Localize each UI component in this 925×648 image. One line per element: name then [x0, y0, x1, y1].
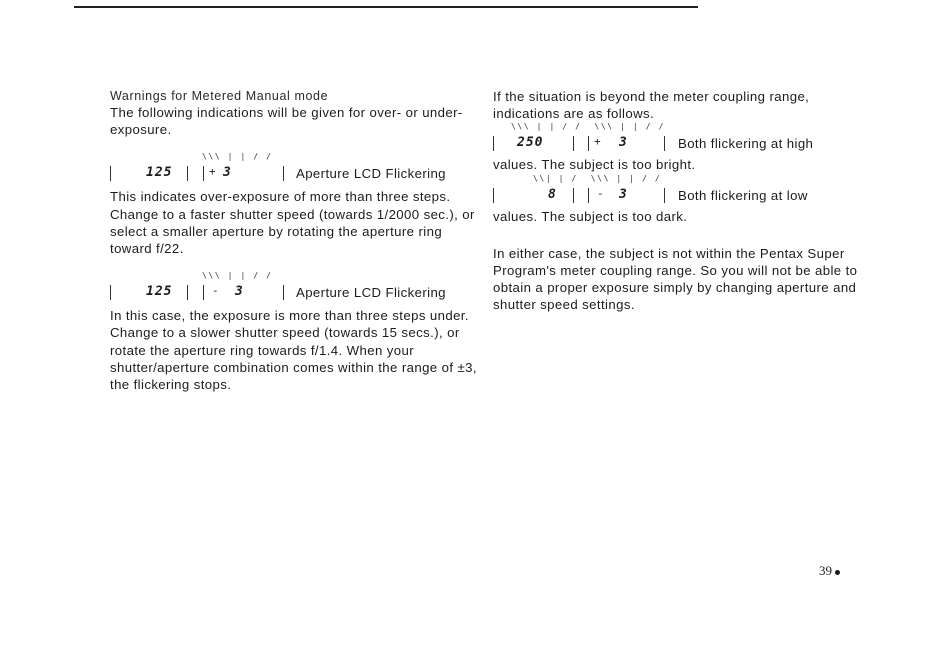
shutter-speed-value: 8 — [548, 186, 557, 202]
flicker-ticks-icon: \\\ | | / / — [202, 271, 273, 281]
aperture-steps-value: 3 — [235, 284, 244, 300]
shutter-speed-value: 125 — [146, 165, 173, 181]
section-heading: Warnings for Metered Manual mode — [110, 89, 329, 103]
lcd-frame-bar — [110, 166, 111, 181]
page-number — [819, 563, 840, 579]
lcd-frame-bar — [110, 285, 111, 300]
aperture-steps-value: 3 — [619, 186, 628, 202]
lcd-caption: Aperture LCD Flickering — [296, 166, 446, 182]
lcd-frame-bar — [187, 285, 188, 300]
page-number-value: 39 — [819, 563, 832, 578]
lcd-display-too-bright — [493, 122, 873, 156]
lcd-display-too-dark — [493, 174, 873, 208]
lcd-frame-bar — [283, 285, 284, 300]
lcd-frame-bar — [493, 136, 494, 151]
lcd-caption: Aperture LCD Flickering — [296, 285, 446, 301]
lcd-caption: Both flickering at high — [678, 136, 814, 152]
lcd-display-overexposure — [110, 152, 480, 186]
lcd-caption: Both flickering at low — [678, 187, 808, 203]
underexposure-text: In this case, the exposure is more than three steps under. Change to a slower shutter speed (towards 15 secs.), or rotate the aperture ring towards f/1.4. When your shutter/aperture combination comes within the range of ±3, the flickering stops. — [110, 308, 477, 393]
exposure-sign: + — [209, 165, 217, 179]
overexposure-text: This indicates over-exposure of more than three steps. Change to a faster shutter speed (towards 1/2000 sec.), or select a smaller aperture by rotating the aperture ring toward f/22. — [110, 189, 475, 257]
lcd-frame-bar — [573, 188, 574, 203]
lcd-frame-bar — [664, 188, 665, 203]
shutter-speed-value: 250 — [517, 135, 544, 151]
aperture-steps-value: 3 — [619, 135, 628, 151]
flicker-ticks-icon: \\\ | | / / — [202, 152, 273, 162]
exposure-sign: - — [212, 284, 220, 298]
too-dark-text: values. The subject is too dark. — [493, 208, 688, 224]
exposure-sign: - — [597, 186, 605, 200]
too-bright-text: values. The subject is too bright. — [493, 157, 696, 173]
top-rule — [74, 6, 698, 8]
exposure-sign: + — [594, 135, 602, 149]
lcd-frame-bar — [588, 136, 589, 151]
lcd-frame-bar — [588, 188, 589, 203]
lcd-frame-bar — [203, 166, 204, 181]
lcd-display-underexposure — [110, 271, 480, 305]
lcd-frame-bar — [203, 285, 204, 300]
flicker-ticks-icon: \\| | / \\\ | | / / — [533, 173, 662, 183]
left-column — [110, 88, 480, 393]
lcd-frame-bar — [283, 166, 284, 181]
intro-text: The following indications will be given for over- or under-exposure. — [110, 105, 463, 138]
intro-text: If the situation is beyond the meter coupling range, indications are as follows. — [493, 89, 810, 122]
lcd-frame-bar — [573, 136, 574, 151]
aperture-steps-value: 3 — [223, 165, 232, 181]
flicker-ticks-icon: \\\ | | / / \\\ | | / / — [511, 122, 665, 132]
lcd-frame-bar — [664, 136, 665, 151]
bullet-icon — [835, 570, 840, 575]
lcd-frame-bar — [493, 188, 494, 203]
right-column — [493, 88, 873, 314]
shutter-speed-value: 125 — [146, 284, 173, 300]
lcd-frame-bar — [187, 166, 188, 181]
meter-range-text: In either case, the subject is not within the Pentax Super Program's meter coupling range. So you will not be able to obtain a proper exposure simply by changing aperture and shutter speed settings. — [493, 245, 858, 313]
